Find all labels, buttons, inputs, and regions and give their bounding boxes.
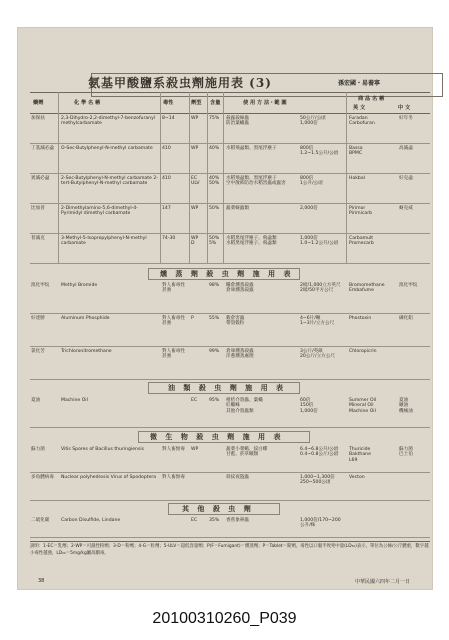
row-rule: [30, 263, 430, 264]
fumigant-section-title: 燻 蒸 劑 殺 虫 劑 施 用 表: [160, 270, 294, 278]
other-cell-agent: 二硫化碳: [31, 518, 50, 523]
fumigant-cell-en: Phostoxin: [349, 316, 372, 321]
oil-cell-agent: 夏油: [31, 398, 41, 403]
fumigant-cell-usage: 糧倉燻蒸殺蟲 倉庫燻蒸殺蟲: [226, 283, 254, 294]
carbamate-cell-tox: 410: [162, 176, 171, 181]
row-rule: [30, 346, 430, 347]
issue-date: 中華民國六四年二月一日: [355, 579, 411, 585]
header-content: 含量: [210, 100, 221, 106]
row-rule: [30, 203, 430, 204]
fumigant-cell-agent: 好達勝: [31, 316, 45, 321]
microbial-cell-en: Vecton: [349, 475, 365, 480]
carbamate-cell-tox: 147: [162, 206, 171, 211]
carbamate-cell-dose: 2,000倍: [300, 206, 318, 211]
carbamate-cell-zh: 蚜克威: [399, 206, 413, 211]
page-number: 38: [38, 578, 45, 584]
carbamate-cell-en: Carbamult Promecarb: [349, 236, 374, 247]
carbamate-cell-dose: 1,000倍 1.0~1.2公升/公頃: [300, 236, 339, 247]
microbial-cell-tox: 對人畜無毒: [162, 475, 185, 480]
column-divider: [160, 92, 161, 264]
carbamate-cell-agent: 比加普: [31, 206, 45, 211]
table-top-rule: [30, 92, 430, 93]
header-agent: 藥劑: [33, 100, 44, 106]
microbial-cell-chem: Nuclear polyhedrosis Virus of Spodoptera: [61, 475, 157, 480]
column-divider: [189, 92, 190, 264]
carbamate-cell-chem: 2-Sec-Butylphenyl-N-methyl carbamate 2-tert-Butylphenyl-N-methyl carbamate: [61, 176, 158, 187]
fumigant-cell-usage: 穀倉害蟲 帶殼穀粒: [226, 316, 245, 327]
oil-cell-chem: Machine Oil: [61, 398, 88, 403]
carbamate-cell-content: 40%: [209, 146, 220, 151]
carbamate-cell-tox: 74-30: [162, 236, 176, 241]
row-rule: [30, 313, 430, 314]
microbial-cell-dose: 1,000~1,300倍 250~500公頃: [300, 475, 335, 486]
fumigant-cell-form: P: [191, 316, 194, 321]
microbial-cell-chem: Vitis Spores of Bacillus thuringiensis: [61, 447, 145, 452]
author: 孫宏國・易養寧: [338, 80, 381, 87]
header-toxicity: 毒性: [163, 100, 174, 106]
row-rule: [30, 500, 430, 501]
fumigant-cell-dose: 4~6片/噸 1~3片/立方公尺: [300, 316, 335, 327]
carbamate-cell-agent: 加保扶: [31, 116, 45, 121]
fumigant-cell-en: Bromomethane Embafume: [349, 283, 385, 294]
image-caption: 20100310260_P039: [152, 610, 297, 627]
column-divider: [58, 92, 59, 264]
microbial-cell-en: Thuricide Bakthane L69: [349, 447, 371, 463]
fumigant-cell-agent: 氯化苦: [31, 349, 45, 354]
fumigant-cell-chem: Aluminum Phosphide: [61, 316, 110, 321]
carbamate-cell-form: WP: [191, 206, 199, 211]
microbial-cell-form: WP: [191, 447, 199, 452]
carbamate-cell-form: WP: [191, 146, 199, 151]
header-trade-name: 商 品 名 稱: [358, 96, 385, 102]
fumigant-cell-zh: 溴化甲烷: [399, 283, 418, 288]
carbamate-cell-form: WP: [191, 116, 199, 121]
oil-cell-zh: 夏油 礦油 機械油: [399, 398, 413, 414]
header-bottom-rule: [30, 113, 430, 114]
fumigant-cell-tox: 對人畜毒性甚強: [162, 316, 185, 327]
row-rule: [30, 173, 430, 174]
other-cell-chem: Carbon Disulfide, Lindane: [61, 518, 121, 523]
carbamate-cell-zh: 好克蝨: [399, 176, 413, 181]
micro-section-title: 微 生 物 殺 虫 劑 施 用 表: [150, 433, 284, 441]
carbamate-cell-usage: 水稻飛蝨類、黑尾浮塵子: [226, 146, 277, 151]
carbamate-cell-en: Hokbal: [349, 176, 365, 181]
carbamate-cell-zh: 好年冬: [399, 116, 413, 121]
carbamate-cell-content: 40% 50%: [209, 176, 220, 187]
microbial-cell-dose: 6.4~6.8公升/公頃 0.4~0.8公斤/公頃: [300, 447, 339, 458]
fumigant-cell-content: 99%: [209, 349, 220, 354]
fumigant-cell-dose: 3公斤/英畝 20公斤/立方公尺: [300, 349, 335, 360]
other-cell-usage: 香蕉象鼻蟲: [226, 518, 249, 523]
carbamate-cell-dose: 800倍 1.2~1.5公升/公頃: [300, 146, 339, 157]
fumigant-cell-zh: 磷化鋁: [399, 316, 413, 321]
oil-cell-usage: 柑桔介殼蟲、葉蟎 紅蜘蛛 其他介殼蟲類: [226, 398, 263, 414]
carbamate-cell-usage: 水稻飛蝨類、黑尾浮塵子 空中散佈防治水稻害蟲或蟲害: [226, 176, 286, 187]
microbial-cell-usage: 斜紋夜盜蟲: [226, 475, 249, 480]
oil-cell-form: EC: [191, 398, 198, 403]
footnote-rule: [30, 541, 430, 542]
row-rule: [30, 427, 430, 428]
carbamate-cell-chem: 3-Methyl-5-Isopropylphenyl-N-methyl carbamate: [61, 236, 147, 247]
fumigant-cell-agent: 溴化甲烷: [31, 283, 50, 288]
row-rule: [30, 472, 430, 473]
carbamate-cell-en: Bassa BPMC: [349, 146, 363, 157]
fumigant-cell-dose: 2磅/1,000立方英尺 2磅/50平方公尺: [300, 283, 341, 294]
column-divider: [223, 92, 224, 264]
microbial-cell-usage: 蔬菜小菜蛾、紋白蝶 甘藍、菸草蛾類: [226, 447, 268, 458]
header-english: 英 文: [353, 105, 366, 111]
other-cell-form: EC: [191, 518, 198, 523]
carbamate-cell-usage: 殺蟲殺線蟲 防治葉蟎蟲: [226, 116, 249, 127]
carbamate-cell-chem: 2,3-Dihydro-2,2-dimethyl-7-benzofuranyl methylcarbamate: [61, 116, 156, 127]
microbial-cell-zh: 蘇力菌 巴士伯: [399, 447, 413, 458]
carbamate-cell-agent: 異滅必蝨: [31, 176, 50, 181]
row-rule: [30, 143, 430, 144]
oil-cell-dose: 60倍 150倍 1,000倍: [300, 398, 318, 414]
header-chemical-name: 化 學 名 稱: [74, 100, 101, 106]
oil-section-title: 油 類 殺 虫 劑 施 用 表: [168, 384, 287, 392]
fumigant-cell-tox: 對人畜毒性甚強: [162, 349, 185, 360]
header-chinese: 中 文: [398, 105, 411, 111]
carbamate-cell-usage: 水稻黑尾浮塵子、飛蝨類 水稻黑尾浮塵子、飛蝨類: [226, 236, 277, 247]
microbial-cell-agent: 多角體病毒: [31, 475, 54, 480]
carbamate-cell-chem: O-Sec-Butylphenyl-N-methyl carbamate: [61, 146, 153, 151]
fumigant-cell-chem: Methyl Bromide: [61, 283, 98, 288]
carbamate-cell-en: Furadan Carbofuran: [349, 116, 375, 127]
microbial-cell-agent: 蘇力菌: [31, 447, 45, 452]
carbamate-cell-form: WP D: [191, 236, 199, 247]
carbamate-cell-en: Pirimor Pirimicarb: [349, 206, 373, 217]
row-rule: [30, 233, 430, 234]
oil-cell-content: 95%: [209, 398, 220, 403]
row-rule: [30, 379, 430, 380]
carbamate-cell-usage: 蔬菜蚜蟲類: [226, 206, 249, 211]
carbamate-cell-content: 75%: [209, 116, 220, 121]
other-section-title: 其 他 殺 虫 劑: [182, 505, 254, 513]
fumigant-cell-content: 98%: [209, 283, 220, 288]
microbial-cell-tox: 對人畜無毒: [162, 447, 185, 452]
carbamate-cell-content: 50% 5%: [209, 236, 220, 247]
fumigant-cell-chem: Trichloronitromethane: [61, 349, 112, 354]
fumigant-cell-en: Chloropicrin: [349, 349, 377, 354]
fumigant-cell-content: 55%: [209, 316, 220, 321]
fumigant-cell-usage: 倉庫燻蒸殺蟲 洋蔥燻蒸處理: [226, 349, 254, 360]
footnote: 說明：1-EC＝乳劑；2-WP＝可濕性粉劑；3-D＝粉劑；4-G＝粒劑；5-ULV＝超低容量劑；P(F＝Fumigant)＝燻蒸劑；P＝Tablet＝錠劑。毒性以口服半致死中量(LD₅₀)表示，單位為公絲/公斤體重，數字越小毒性越強，LD₅₀＝5mg/kg屬高劇毒。: [30, 544, 429, 556]
header-formulation: 劑型: [191, 100, 202, 106]
oil-cell-en: Summer Oil Mineral Oil Machine Oil: [349, 398, 377, 414]
carbamate-cell-chem: 2-Dimethylamino-5,6-dimethyl-4-Pyrimidyl dimethyl carbamate: [61, 206, 138, 217]
header-usage: 使 用 方 法・範 圍: [243, 100, 287, 106]
other-cell-content: 35%: [209, 518, 220, 523]
other-cell-dose: 1,000倍/170~200公升/株: [300, 518, 341, 529]
carbamate-cell-dose: 50公斤/公頃 1,000倍: [300, 116, 326, 127]
fumigant-cell-tox: 對人畜毒性甚強: [162, 283, 185, 294]
carbamate-cell-tox: 8~14: [162, 116, 175, 121]
carbamate-cell-form: EC ULV: [191, 176, 200, 187]
carbamate-cell-dose: 800倍 1公升/公頃: [300, 176, 323, 187]
carbamate-cell-content: 50%: [209, 206, 220, 211]
column-divider: [346, 92, 347, 264]
carbamate-cell-tox: 410: [162, 146, 171, 151]
carbamate-cell-agent: 普滅克: [31, 236, 45, 241]
row-rule: [30, 537, 430, 538]
page-title: 氨基甲酸鹽系殺虫劑施用表 (3): [88, 76, 272, 90]
carbamate-cell-agent: 丁基滅必蝨: [31, 146, 54, 151]
column-divider: [207, 92, 208, 264]
carbamate-cell-zh: 高滅蝨: [399, 146, 413, 151]
